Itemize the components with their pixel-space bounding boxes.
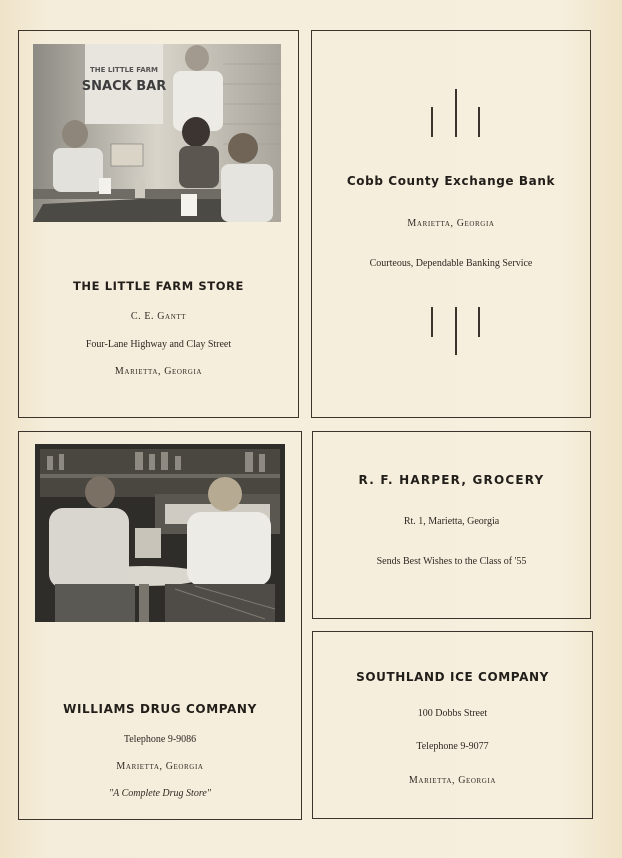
drug-city: Marietta, Georgia [116, 761, 204, 772]
ice-address: 100 Dobbs Street [417, 708, 488, 719]
sign-text-1: THE LITTLE FARM [89, 66, 159, 74]
decorative-rule [455, 89, 457, 137]
ad-little-farm-store [18, 30, 299, 418]
bank-city: Marietta, Georgia [407, 218, 495, 229]
ad-williams-drug-company [18, 431, 302, 820]
ad-title: THE LITTLE FARM STORE [72, 279, 245, 293]
ad-title: R. F. HARPER, GROCERY [358, 473, 545, 487]
harper-address: Rt. 1, Marietta, Georgia [403, 516, 500, 527]
sign-text-2: SNACK BAR [81, 79, 167, 94]
ad-title: Cobb County Exchange Bank [346, 174, 556, 188]
owner-name: C. E. Gantt [130, 311, 187, 322]
ad-southland-ice-company [312, 631, 593, 819]
snack-bar-photo-drawing [33, 44, 281, 222]
decorative-rule [478, 307, 480, 337]
drug-store-photo [35, 444, 285, 622]
drug-slogan: "A Complete Drug Store" [108, 788, 211, 799]
drug-phone: Telephone 9-9086 [123, 734, 197, 745]
bank-slogan: Courteous, Dependable Banking Service [369, 258, 533, 269]
ad-title: SOUTHLAND ICE COMPANY [356, 670, 549, 684]
store-address: Four-Lane Highway and Clay Street [85, 339, 232, 350]
decorative-rule [455, 307, 457, 355]
ad-cobb-county-exchange-bank [311, 30, 591, 418]
ad-title: WILLIAMS DRUG COMPANY [63, 702, 257, 716]
store-city: Marietta, Georgia [114, 366, 203, 377]
ice-city: Marietta, Georgia [408, 775, 497, 786]
decorative-rule [431, 107, 433, 137]
snack-bar-photo [33, 44, 281, 222]
drug-store-photo-drawing [35, 444, 285, 622]
decorative-rule [431, 307, 433, 337]
decorative-rule [478, 107, 480, 137]
ad-rf-harper-grocery [312, 431, 591, 619]
ice-phone: Telephone 9-9077 [416, 741, 489, 752]
harper-wishes: Sends Best Wishes to the Class of '55 [376, 556, 527, 567]
